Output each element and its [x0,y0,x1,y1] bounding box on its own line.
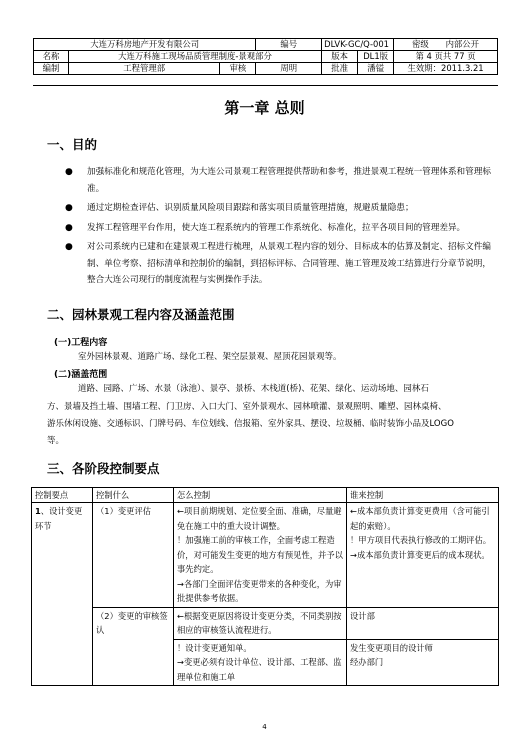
purpose-item: ● 加强标准化和规范化管理，为大连公司景观工程管理提供帮助和参考，推进景观工程统一管理体系和管理标准。 [65,164,495,197]
secret-label: 密级 [412,39,429,49]
version-value: DL1版 [358,51,394,63]
prep-label: 编制 [34,63,69,75]
effective-date: 生效期：2011.3.21 [394,63,498,75]
subheading-content: (一)工程内容 [54,338,108,348]
prep-value: 工程管理部 [68,63,220,75]
section-heading-scope: 二、园林景观工程内容及涵盖范围 [47,307,235,322]
bullet-icon: ● [65,167,73,177]
column-header: 控制要点 [32,488,93,503]
purpose-item: ● 发挥工程管理平台作用，使大连工程系统内的管理工作系统化、标准化，拉平各项目间的管理差异。 [65,220,495,237]
column-header: 控制什么 [93,488,174,503]
secret-value: 内部公开 [445,39,480,49]
coverage-line: 游乐休闲设施、交通标识、门牌号码、车位划线、信报箱、室外家具、摆设、垃圾桶、临时装饰小品及LOGO [47,419,454,429]
purpose-item: ● 对公司系统内已建和在建景观工程进行梳理，从景观工程内容的划分、目标成本的估算及制定、招标文件编制、单位考察、招标清单和控制价的编制，到招标评标、合同管理、施工管理及竣工结算进行分章节说明，整合大连公司现行的制度流程与实例操作手法。 [65,239,495,289]
table-row [32,503,499,608]
bullet-icon: ● [65,203,73,213]
what-cell: （2）变更的审核签认 [93,607,174,686]
company-name: 大连万科房地产开发有限公司 [34,39,256,51]
coverage-line: 方、景墙及挡土墙、围墙工程、门卫房、入口大门、室外景观水、园林喷灌、景观照明、雕塑、园林桌椅、 [47,402,447,412]
name-label: 名称 [34,51,69,63]
control-point-cell: 1、设计变更环节 [32,503,93,686]
code-label: 编号 [256,39,322,51]
review-label: 审核 [220,63,256,75]
control-points-table [31,487,499,686]
coverage-line: 等。 [47,436,65,446]
what-cell: （1）变更评估 [93,503,174,608]
purpose-list [65,164,495,292]
bullet-icon: ● [65,222,73,233]
how-cell: ←根据变更原因将设计变更分类，不同类别按相应的审核签认流程进行。 [174,607,347,639]
secret-cell [394,39,498,51]
review-value: 周明 [256,63,322,75]
table-header-row [32,488,499,503]
document-header-table [33,38,498,75]
how-cell: ！设计变更通知单。 →变更必须有设计单位、设计部、工程部、监理单位和施工单 [174,639,347,686]
approve-label: 批准 [322,63,358,75]
approve-value: 潘镒 [358,63,394,75]
subheading-coverage: (二)涵盖范围 [54,370,108,380]
page-info: 第 4 页共 77 页 [394,51,498,63]
version-label: 版本 [322,51,358,63]
content-text: 室外园林景观、道路广场、绿化工程、架空层景观、屋顶花园景观等。 [78,352,342,362]
who-cell: 设计部 [347,607,499,639]
who-cell: 发生变更项目的设计师 经办部门 [347,639,499,686]
doc-name: 大连万科施工现场品质管理制度-景观部分 [68,51,321,63]
page-number: 4 [262,723,267,731]
bullet-icon: ● [65,242,73,252]
column-header: 怎么控制 [174,488,347,503]
section-heading-control: 三、各阶段控制要点 [47,461,160,476]
chapter-title: 第一章 总则 [224,99,305,117]
coverage-line: 道路、园路、广场、水景（泳池）、景亭、景桥、木栈道(桥)、花架、绿化、运动场地、园林石 [78,384,429,394]
how-cell: ←项目前期规划、定位要全面、准确，尽量避免在施工中的重大设计调整。 ！加强施工前的审核工作，全面考虑工程造价，对可能发生变更的地方有预见性，并予以事先约定。 →各部门全面评估变更带来的各种变化，为审批提供参考依据。 [174,503,347,608]
doc-code: DLVK-GC/Q-001 [322,39,394,51]
column-header: 谁来控制 [347,488,499,503]
purpose-item: ● 通过定期检查评估、识别质量风险项目跟踪和落实项目质量管理措施，规避质量隐患； [65,200,495,217]
header-divider [33,85,498,86]
table-row [32,607,499,639]
who-cell: ←成本部负责计算变更费用（含可能引起的索赔）。 ！甲方项目代表执行修改的工期评估。 →成本部负责计算变更后的成本现状。 [347,503,499,608]
section-heading-purpose: 一、目的 [47,137,98,152]
